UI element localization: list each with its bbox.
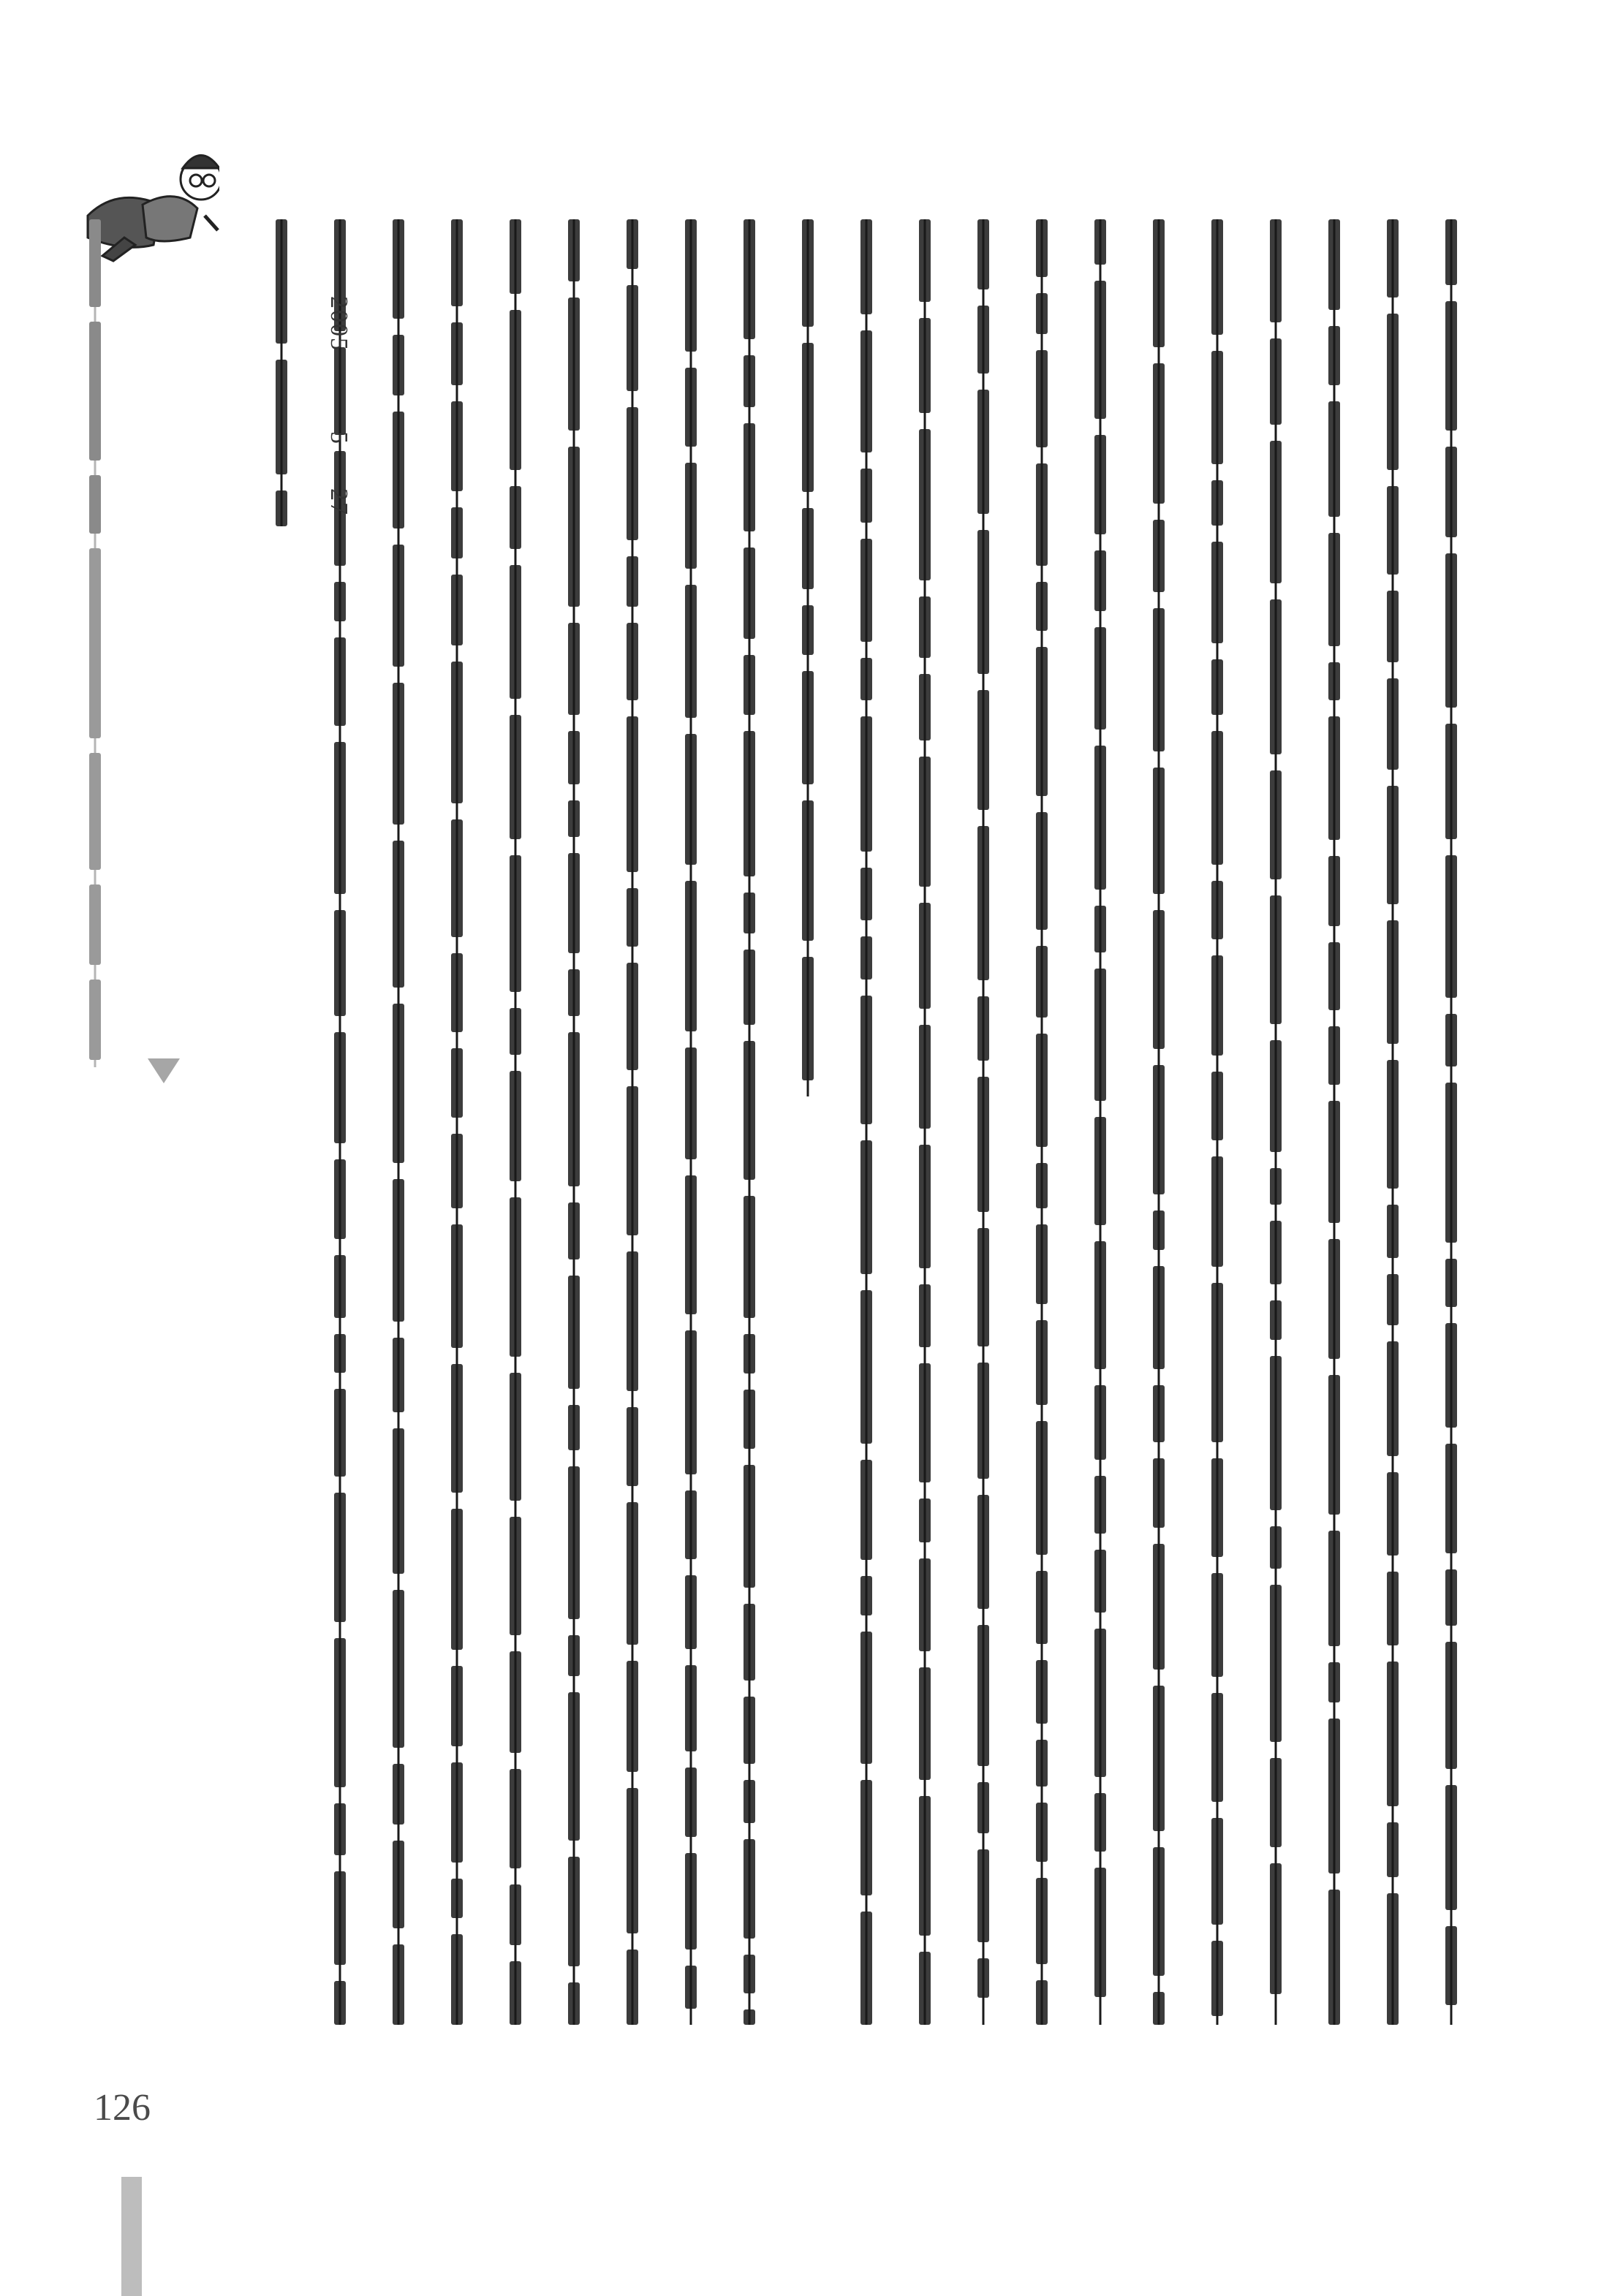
date-month: 5 (325, 431, 352, 445)
text-column (1205, 219, 1230, 2025)
text-column (503, 219, 528, 2025)
text-column (1146, 219, 1171, 2025)
text-column (678, 219, 703, 2025)
page-number: 126 (94, 2087, 151, 2129)
text-column (1263, 219, 1288, 2025)
date-day: 27 (325, 488, 352, 516)
text-column (269, 219, 294, 2025)
text-column (561, 219, 586, 2025)
running-header (73, 219, 117, 1067)
text-column (1322, 219, 1347, 2025)
text-column (1439, 219, 1464, 2025)
text-column (1088, 219, 1113, 2025)
text-column (620, 219, 645, 2025)
text-column (971, 219, 996, 2025)
text-column (444, 219, 469, 2025)
text-column (737, 219, 762, 2025)
vertical-text-body (227, 219, 1477, 2025)
text-column (795, 219, 820, 2025)
text-column (854, 219, 879, 2025)
text-column (1380, 219, 1405, 2025)
triangle-down-icon (148, 1058, 180, 1083)
text-column (912, 219, 937, 2025)
text-column (386, 219, 411, 2025)
text-column (1029, 219, 1054, 2025)
thumb-tab (121, 2177, 142, 2296)
date-year: 2005 (325, 296, 352, 352)
